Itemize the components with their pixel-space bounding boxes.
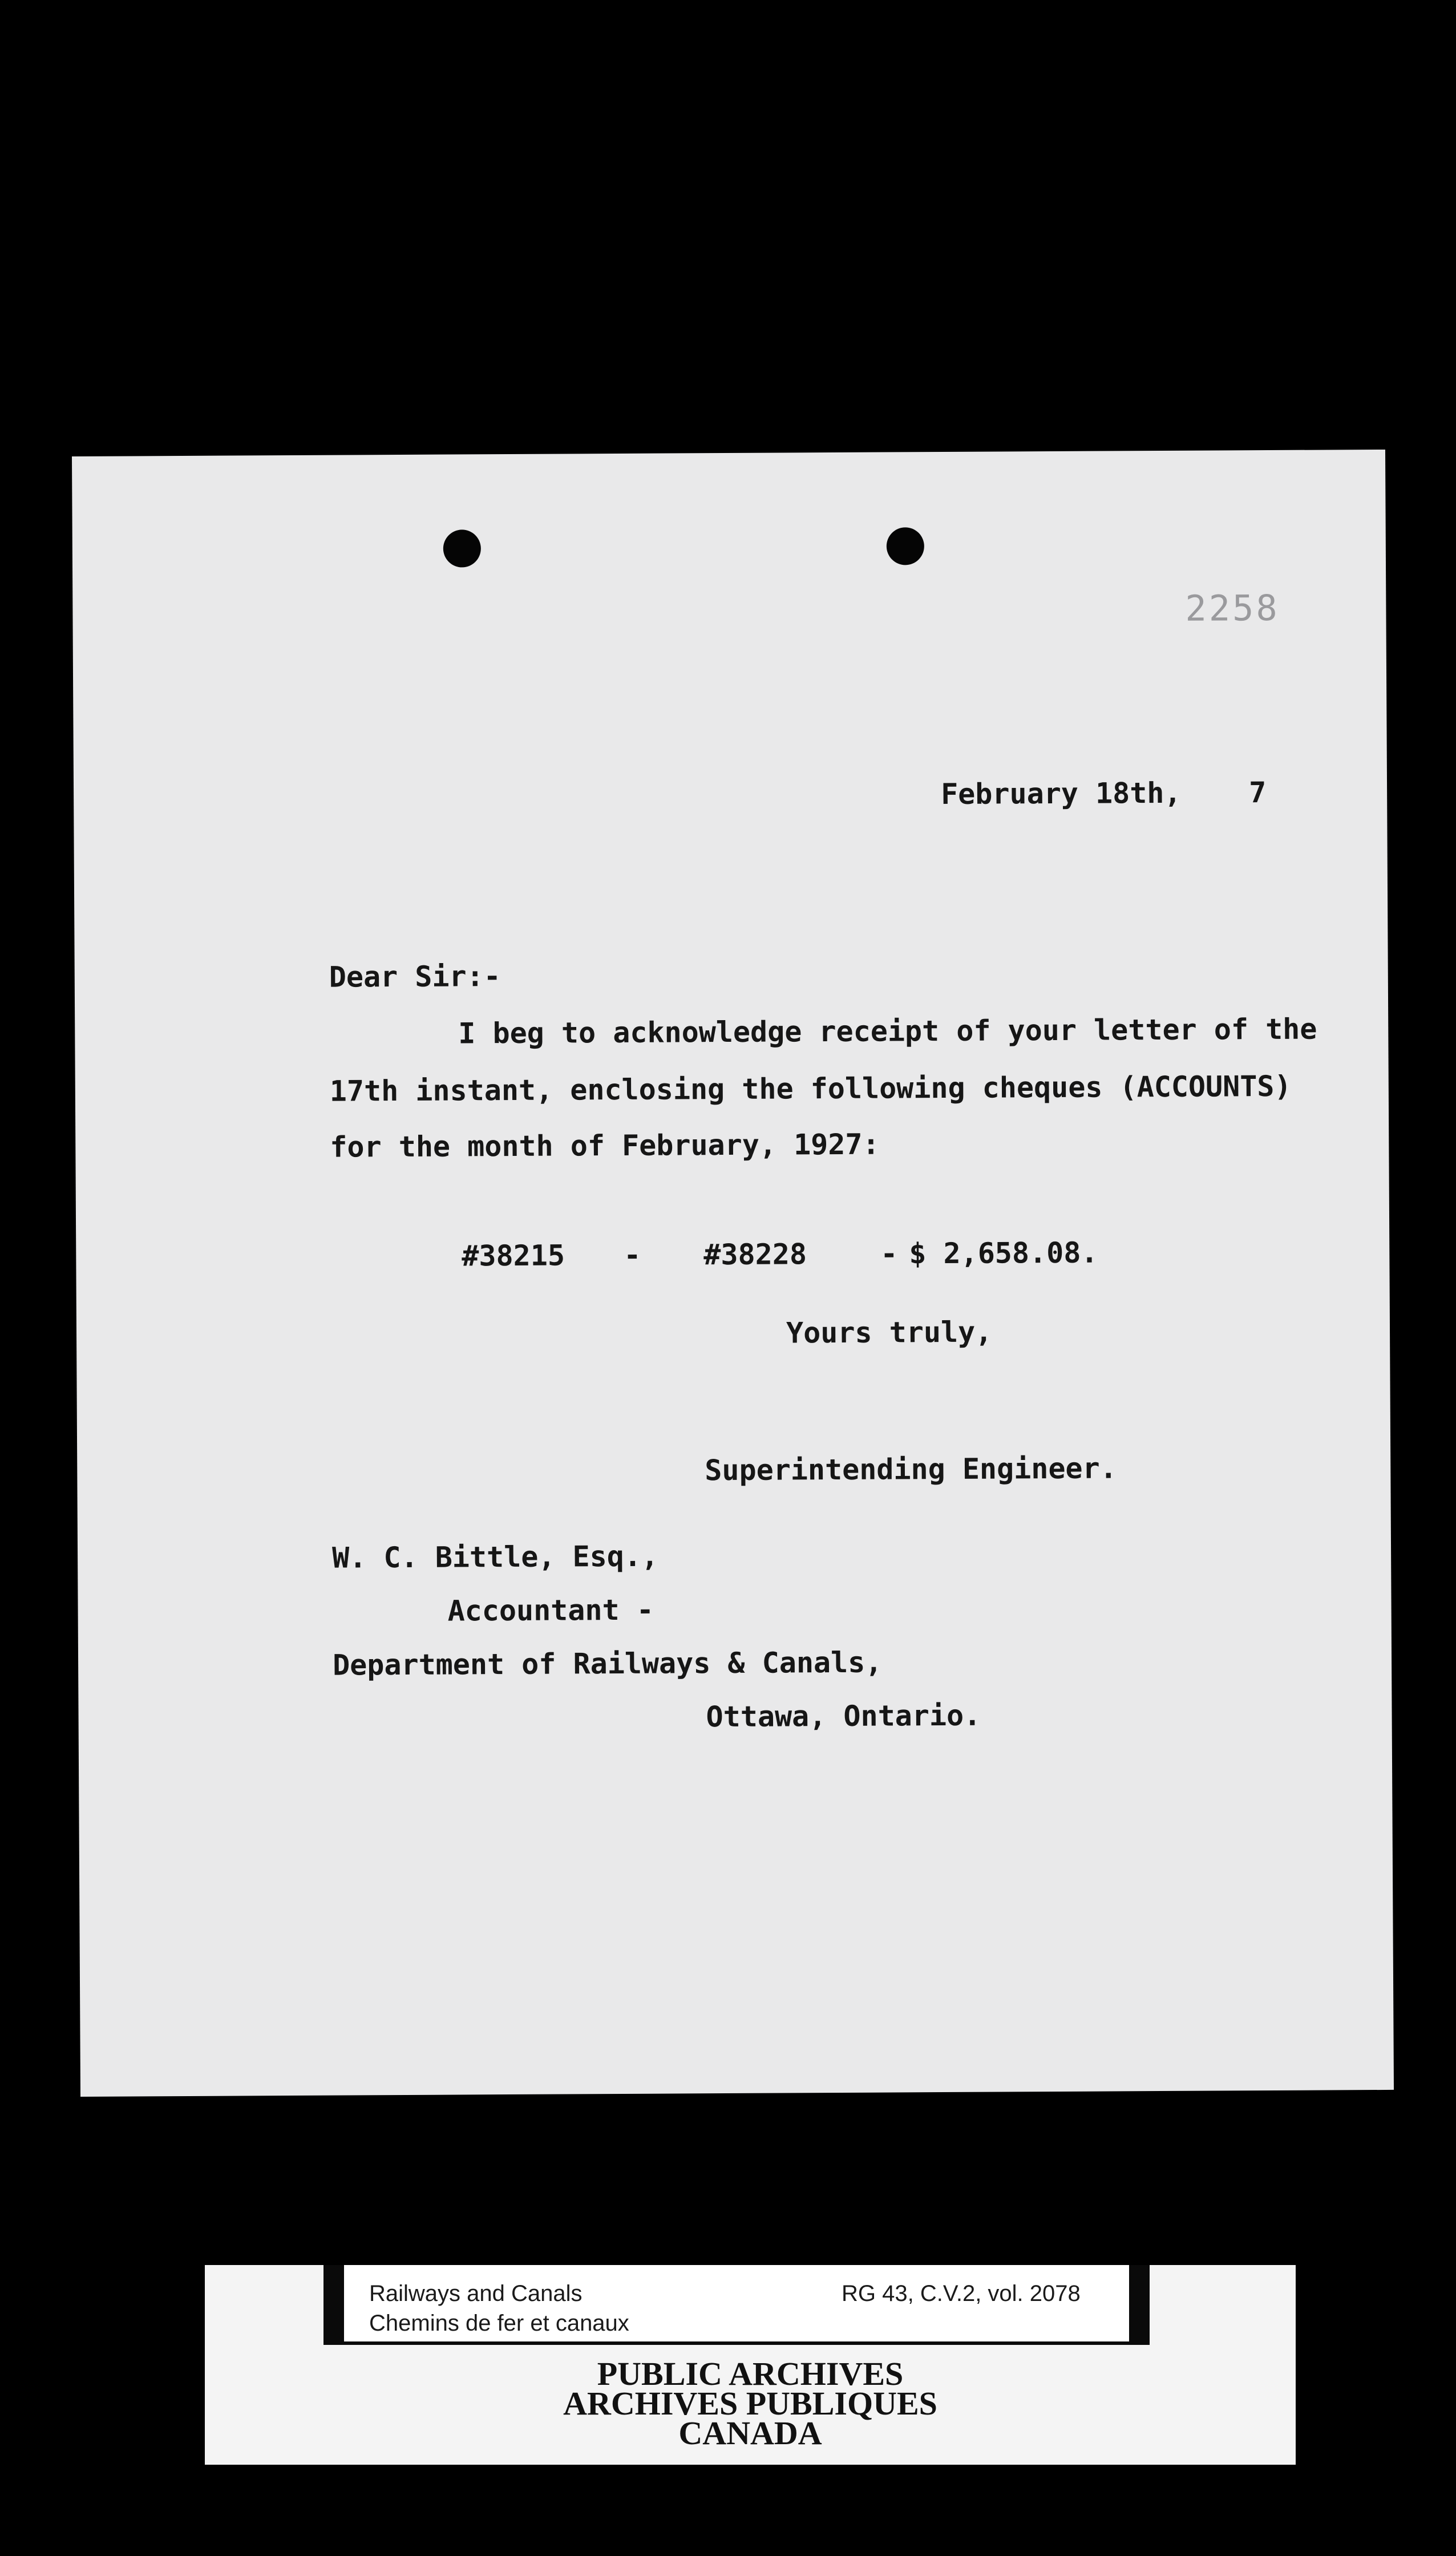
archival-reference: RG 43, C.V.2, vol. 2078	[842, 2281, 1081, 2306]
body-line: I beg to acknowledge receipt of your letter of the	[458, 1012, 1317, 1050]
fonds-name-fr: Chemins de fer et canaux	[369, 2311, 629, 2336]
archives-heading-country: CANADA	[678, 2415, 822, 2452]
recipient-department: Department of Railways & Canals,	[332, 1645, 883, 1682]
body-line: 17th instant, enclosing the following cheques (ACCOUNTS)	[329, 1069, 1292, 1108]
punch-hole-left	[443, 529, 481, 567]
recipient-name: W. C. Bittle, Esq.,	[331, 1539, 659, 1575]
cheque-total-amount: $ 2,658.08.	[909, 1236, 1098, 1271]
archives-heading-en: PUBLIC ARCHIVES	[597, 2355, 904, 2392]
archives-heading-fr: ARCHIVES PUBLIQUES	[563, 2385, 937, 2422]
archives-label-panel	[205, 2265, 1296, 2465]
signature-title: Superintending Engineer.	[705, 1451, 1117, 1487]
cheque-range-start: #38215	[462, 1239, 565, 1273]
cheque-amount-dash: -	[880, 1237, 898, 1271]
punch-hole-right	[887, 527, 924, 565]
cheque-range-end: #38228	[703, 1237, 807, 1272]
fonds-name-en: Railways and Canals	[369, 2281, 583, 2306]
recipient-city: Ottawa, Ontario.	[706, 1698, 981, 1734]
body-line: for the month of February, 1927:	[330, 1127, 880, 1164]
letter-sheet	[72, 450, 1394, 2097]
folio-number: 2258	[1185, 587, 1280, 629]
closing: Yours truly,	[786, 1315, 993, 1350]
salutation: Dear Sir:-	[329, 960, 501, 994]
letter-date: February 18th,	[940, 776, 1182, 811]
letter-date-trail: 7	[1248, 776, 1267, 810]
recipient-title: Accountant -	[447, 1593, 654, 1628]
cheque-range-dash: -	[624, 1238, 641, 1272]
reference-strip	[323, 2265, 1150, 2345]
